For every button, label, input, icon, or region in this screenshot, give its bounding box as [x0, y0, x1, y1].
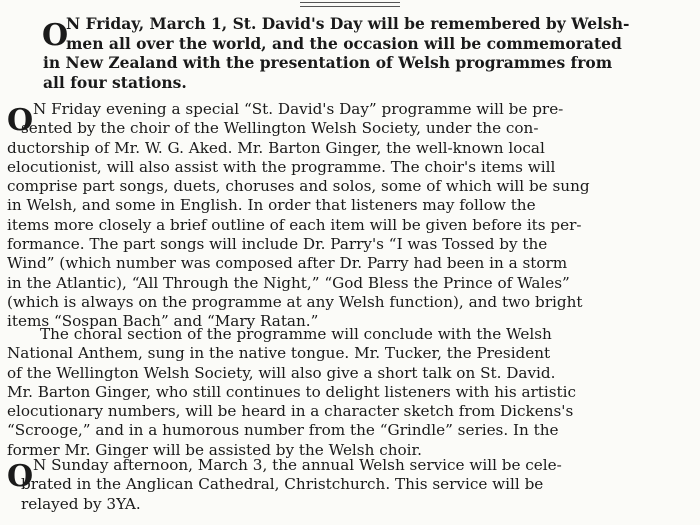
paragraph-line: relayed by 3YA.: [21, 494, 141, 513]
paragraph-line: elocutionary numbers, will be heard in a character sketch from Dickens's: [7, 402, 574, 421]
paragraph-choral-section: [0, 325, 577, 460]
paragraph-line: ductorship of Mr. W. G. Aked. Mr. Barton Ginger, the well-known local: [7, 138, 545, 157]
paragraph-st-davids-programme: [0, 100, 590, 332]
paragraph-sunday-service: [0, 456, 562, 514]
paragraph1-drop-cap: O: [7, 103, 34, 138]
paragraph-line: brated in the Anglican Cathedral, Christchurch. This service will be: [21, 475, 544, 494]
paragraph-line: elocutionist, will also assist with the programme. The choir's items will: [7, 157, 556, 176]
intro-line: in New Zealand with the presentation of Welsh programmes from: [43, 53, 613, 72]
paragraph-line: N Friday evening a special “St. David's Day” programme will be pre-: [33, 100, 564, 118]
intro-line: all four stations.: [43, 72, 187, 92]
paragraph-line: in the Atlantic), “All Through the Night,” “God Bless the Prince of Wales”: [7, 273, 570, 292]
paragraph3-drop-cap: O: [7, 459, 34, 494]
paragraph-line: The choral section of the programme will conclude with the Welsh: [40, 325, 552, 343]
paragraph-line: N Sunday afternoon, March 3, the annual Welsh service will be cele-: [33, 456, 562, 474]
intro-paragraph: [0, 14, 630, 92]
paragraph-line: former Mr. Ginger will be assisted by the Welsh choir.: [7, 440, 422, 459]
paragraph-line: sented by the choir of the Wellington Welsh Society, under the con-: [21, 119, 539, 138]
paragraph-line: in Welsh, and some in English. In order that listeners may follow the: [7, 196, 536, 215]
intro-drop-cap: O: [42, 18, 69, 53]
intro-line: N Friday, March 1, St. David's Day will be remembered by Welsh-: [66, 14, 630, 33]
paragraph-line: (which is always on the programme at any Welsh function), and two bright: [7, 292, 583, 311]
paragraph-line: National Anthem, sung in the native tongue. Mr. Tucker, the President: [7, 344, 551, 363]
paragraph-line: Wind” (which number was composed after Dr. Parry had been in a storm: [7, 254, 568, 273]
paragraph-line: items “Sospan Bach” and “Mary Ratan.”: [7, 312, 319, 331]
paragraph-line: “Scrooge,” and in a humorous number from the “Grindle” series. In the: [7, 421, 559, 440]
paragraph-line: items more closely a brief outline of each item will be given before its per-: [7, 215, 582, 234]
paragraph-line: formance. The part songs will include Dr. Parry's “I was Tossed by the: [7, 235, 548, 254]
intro-line: men all over the world, and the occasion will be commemorated: [66, 33, 622, 53]
paragraph-line: Mr. Barton Ginger, who still continues to delight listeners with his artistic: [7, 382, 577, 401]
paragraph-line: comprise part songs, duets, choruses and solos, some of which will be sung: [7, 177, 590, 196]
paragraph-line: of the Wellington Welsh Society, will also give a short talk on St. David.: [7, 363, 556, 382]
header-rule: [300, 2, 400, 7]
